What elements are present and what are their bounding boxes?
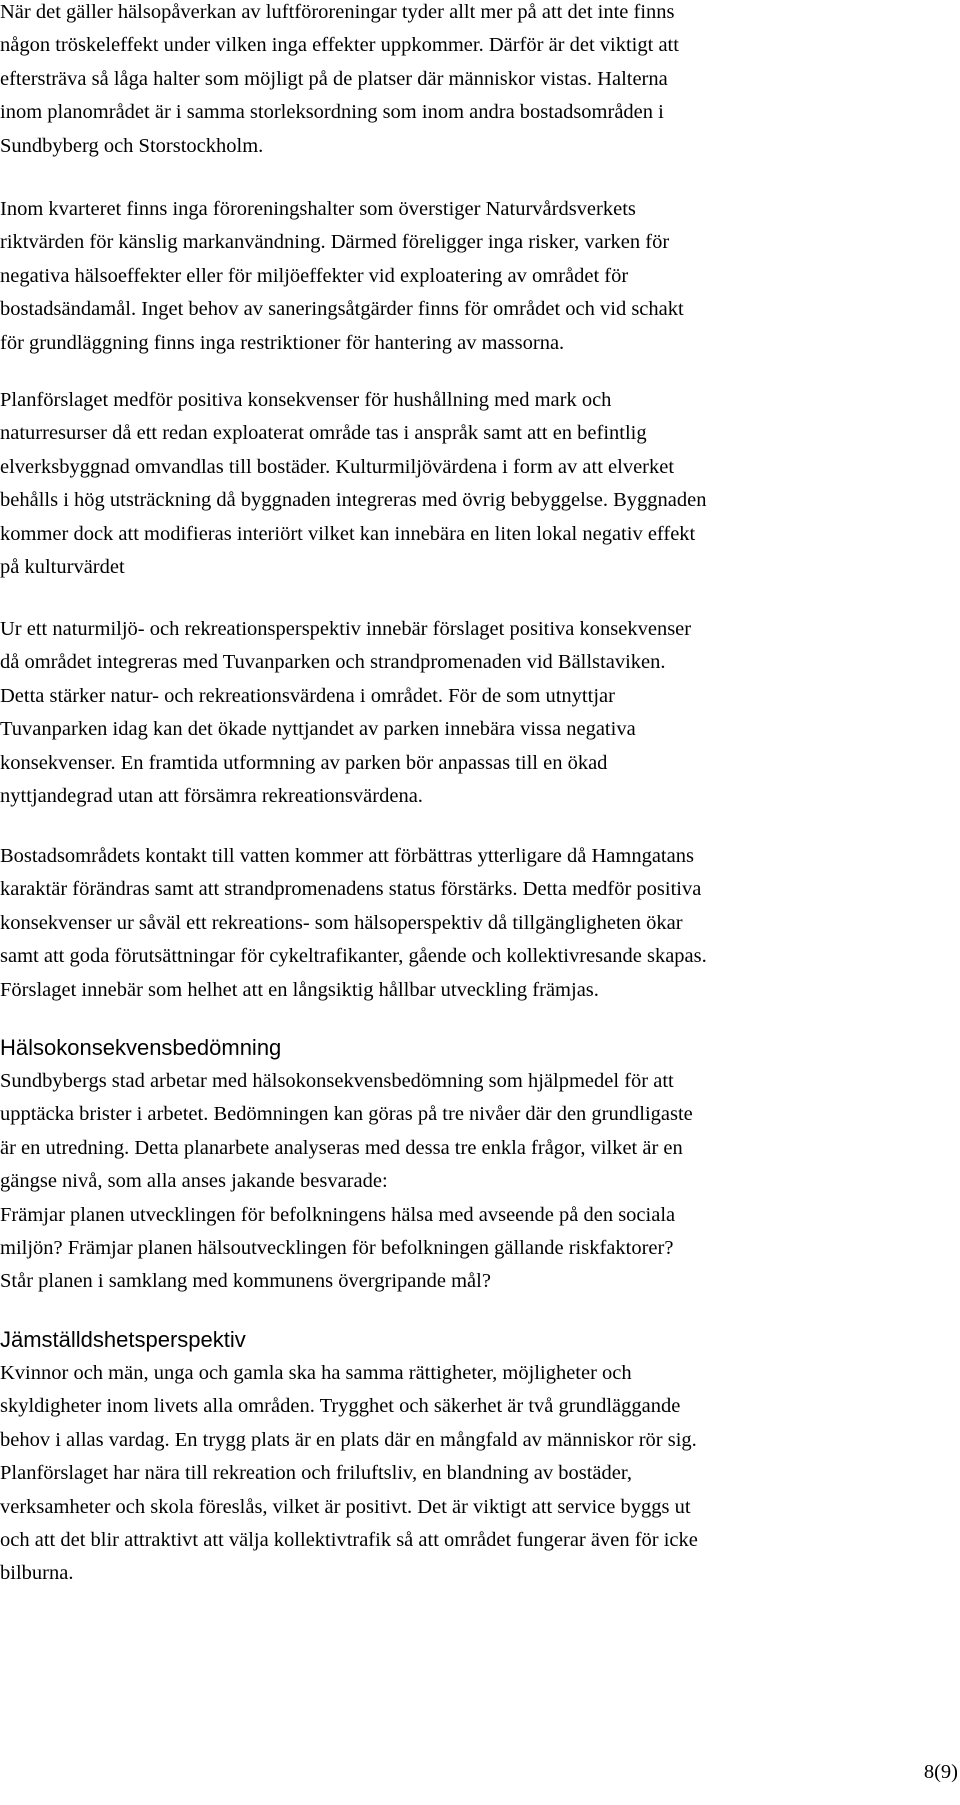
paragraph-water-contact: Bostadsområdets kontakt till vatten kommer att förbättras ytterligare då Hamngatans karaktär förändras samt att strandpromenadens status förstärks. Detta medför positiva konsekvenser ur såväl ett rekreations- som hälsoperspektiv då tillgängligheten ökar samt att goda förutsättningar för cykeltrafikanter, gående och kollektivresande skapas. Förslaget innebär som helhet att en långsiktig hållbar utveckling främjas. (0, 845, 707, 1001)
paragraph-recreation: Ur ett naturmiljö- och rekreationsperspektiv innebär förslaget positiva konsekvenser då området integreras med Tuvanparken och strandpromenaden vid Bällstaviken. Detta stärker natur- och rekreationsvärdena i området. För de som utnyttjar Tuvanparken idag kan det ökade nyttjandet av parken innebära vissa negativa konsekvenser. En framtida utformning av parken bör anpassas till en ökad nyttjandegrad utan att försämra rekreationsvärdena. (0, 618, 692, 808)
paragraph-contamination: Inom kvarteret finns inga föroreningshalter som överstiger Naturvårdsverkets riktvärden för känslig markanvändning. Därmed föreligger inga risker, varken för negativa hälsoeffekter eller för miljöeffekter vid exploatering av området för bostadsändamål. Inget behov av saneringsåtgärder finns för området och vid schakt för grundläggning finns inga restriktioner för hantering av massorna. (0, 198, 684, 354)
paragraph-health-assessment: Sundbybergs stad arbetar med hälsokonsekvensbedömning som hjälpmedel för att upptäcka brister i arbetet. Bedömningen kan göras på tre nivåer där den grundligaste är en utredning. Detta planarbete analyseras med dessa tre enkla frågor, vilket är en gängse nivå, som alla anses jakande besvarade: Främjar planen utvecklingen för befolkningens hälsa med avseende på den sociala miljön? Främjar planen hälsoutvecklingen för befolkningen gällande riskfaktorer? Står planen i samklang med kommunens övergripande mål? (0, 1070, 693, 1293)
paragraph-air-pollution: När det gäller hälsopåverkan av luftföroreningar tyder allt mer på att det inte finns någon tröskeleffekt under vilken inga effekter uppkommer. Därför är det viktigt att eftersträva så låga halter som möjligt på de platser där människor vistas. Halterna inom planområdet är i samma storleksordning som inom andra bostadsområden i Sundbyberg och Storstockholm. (0, 1, 679, 157)
heading-gender-equality: Jämställdshetsperspektiv (0, 1327, 246, 1352)
heading-health-assessment: Hälsokonsekvensbedömning (0, 1035, 282, 1060)
paragraph-gender-equality: Kvinnor och män, unga och gamla ska ha samma rättigheter, möjligheter och skyldigheter inom livets alla områden. Trygghet och säkerhet är två grundläggande behov i allas vardag. En trygg plats är en plats där en mångfald av människor rör sig. Planförslaget har nära till rekreation och friluftsliv, en blandning av bostäder, verksamheter och skola föreslås, vilket är positivt. Det är viktigt att service byggs ut och att det blir attraktivt att välja kollektivtrafik så att området fungerar även för icke bilburna. (0, 1362, 698, 1585)
paragraph-land-use: Planförslaget medför positiva konsekvenser för hushållning med mark och naturresurser då ett redan exploaterat område tas i anspråk samt att en befintlig elverksbyggnad omvandlas till bostäder. Kulturmiljövärdena i form av att elverket behålls i hög utsträckning då byggnaden integreras med övrig bebyggelse. Byggnaden kommer dock att modifieras interiört vilket kan innebära en liten lokal negativ effekt på kulturvärdet (0, 389, 707, 579)
page-number: 8(9) (923, 1761, 958, 1783)
